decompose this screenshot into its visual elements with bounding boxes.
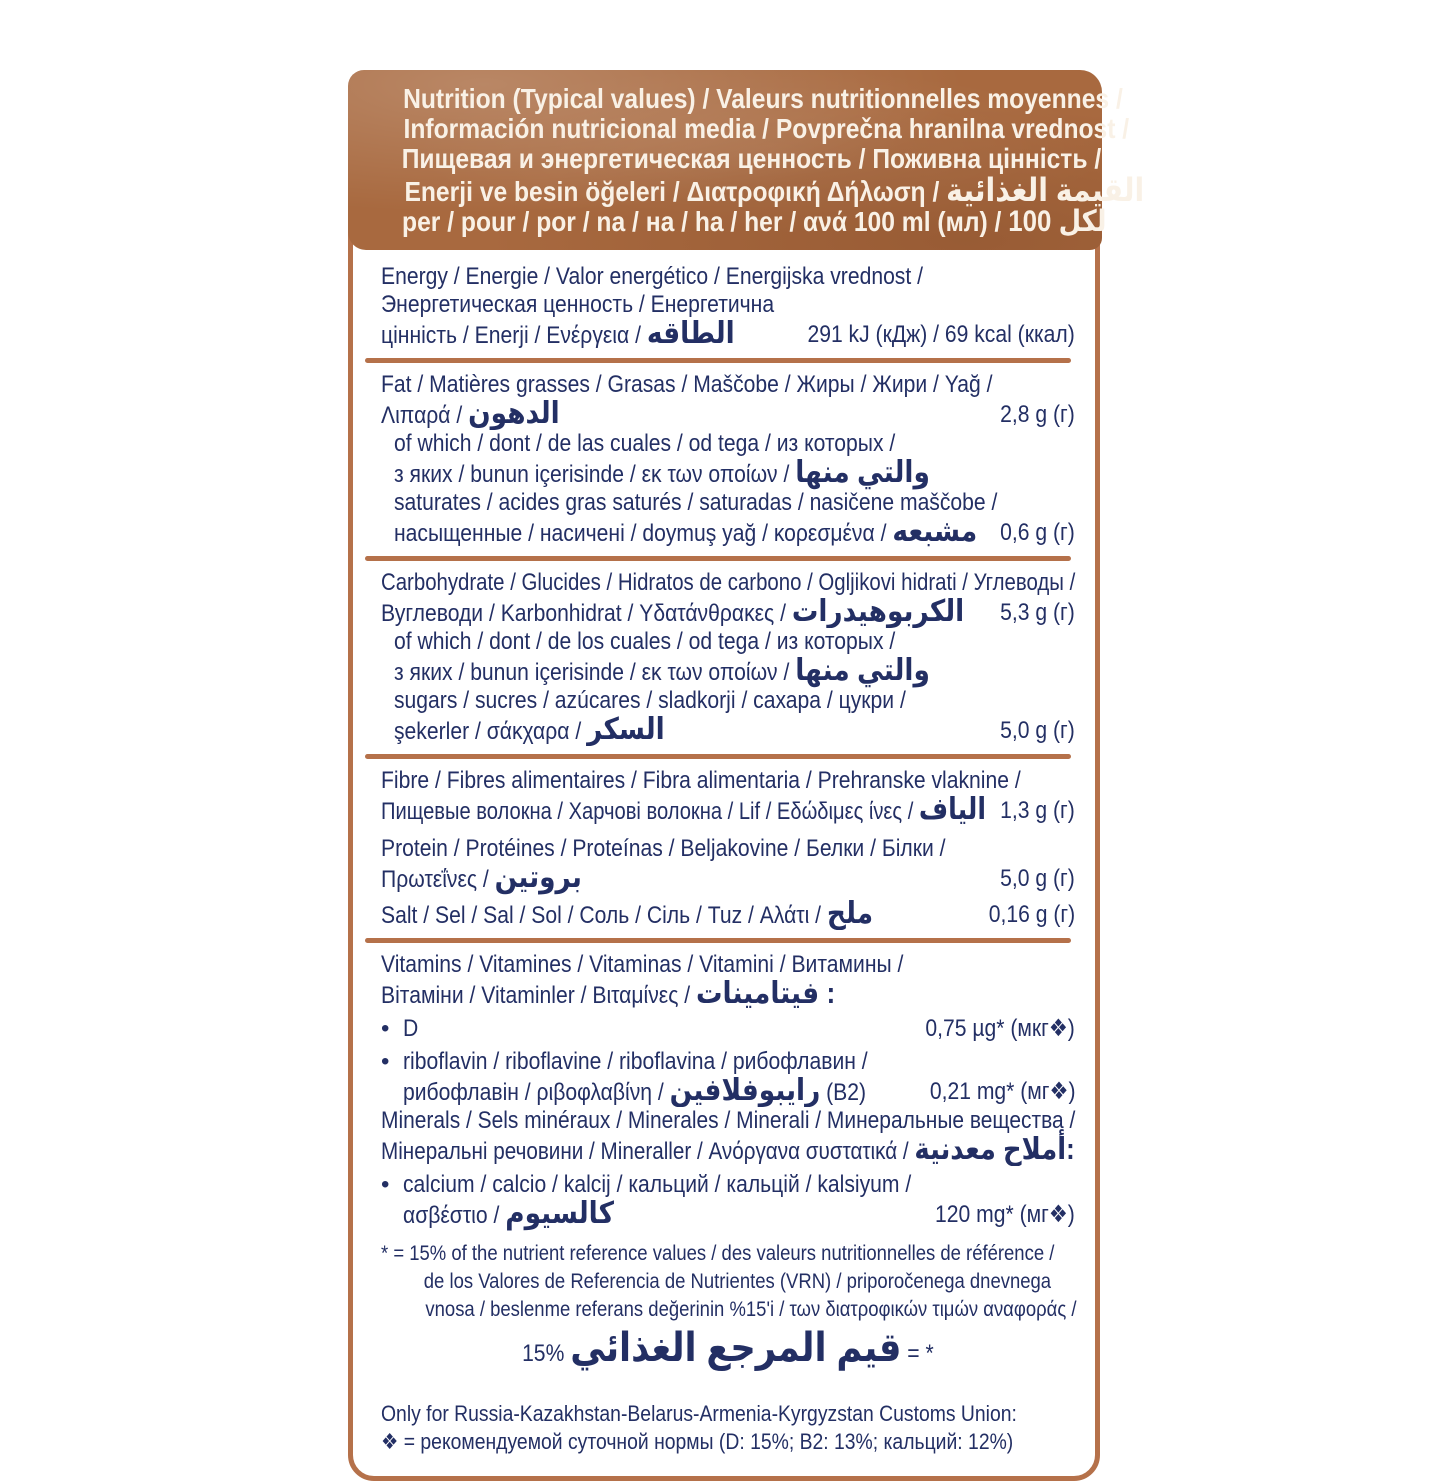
separator xyxy=(365,556,1071,561)
energy-row xyxy=(381,263,1075,350)
banner-line-4-arabic: القيمة الغذائية xyxy=(946,172,1145,208)
footnote-arabic-line xyxy=(381,1328,1075,1376)
bullet-icon: • xyxy=(381,1171,390,1198)
sugars-arabic: السكر xyxy=(587,713,665,746)
sugars-value: 5,0 g (г) xyxy=(1000,716,1075,744)
minerals-header-2-text: Мінеральні речовини / Mineraller / Ανόργανα συστατικά / xyxy=(381,1138,915,1165)
banner-line-4-text: Enerji ve besin öğeleri / Διατροφική Δήλωση / xyxy=(404,176,947,207)
fat-line-2 xyxy=(381,399,560,430)
calcium-item xyxy=(381,1171,1075,1230)
vitamins-arabic: فيتامينات : xyxy=(696,977,836,1010)
sugars-line-2 xyxy=(394,715,665,746)
vitamins-header-2 xyxy=(381,979,835,1010)
carb-line-2 xyxy=(381,597,964,628)
fibre-line-1: Fibre / Fibres alimentaires / Fibra alimentaria / Prehranske vlaknine / xyxy=(381,767,1021,794)
riboflavin-item xyxy=(381,1048,1075,1107)
sugars-text: şekerler / σάκχαρα / xyxy=(394,718,588,745)
vitamin-d-item xyxy=(381,1015,1075,1043)
reference-values-footnote xyxy=(381,1240,1075,1376)
banner-line-3: Пищевая и энергетическая ценность / Поживна цінність / xyxy=(401,143,1102,174)
nutrition-label xyxy=(348,70,1145,1481)
energy-line-1: Energy / Energie / Valor energético / Energijska vrednost / xyxy=(381,263,923,290)
fibre-line-2 xyxy=(381,795,986,826)
vitamins-section xyxy=(381,951,1075,1107)
fibre-arabic: الياف xyxy=(918,793,987,826)
protein-arabic: بروتين xyxy=(494,861,582,894)
footnote-line-2: de los Valores de Referencia de Nutrientes (VRN) / priporočenega dnevnega xyxy=(423,1270,1052,1293)
protein-row xyxy=(381,835,1075,894)
banner-line-1: Nutrition (Typical values) / Valeurs nutritionnelles moyennes / xyxy=(403,83,1123,114)
salt-row xyxy=(381,899,1075,930)
customs-line-1: Only for Russia-Kazakhstan-Belarus-Armenia-Kyrgyzstan Customs Union: xyxy=(381,1401,1017,1426)
energy-line-3-text: цінність / Enerji / Ενέργεια / xyxy=(381,322,647,349)
fat-line-2-text: Λιπαρά / xyxy=(381,402,469,429)
minerals-section xyxy=(381,1107,1075,1230)
riboflavin-b2-label: (B2) xyxy=(820,1079,867,1106)
vitamins-header-2-text: Вітаміни / Vitaminler / Βιταμίνες / xyxy=(381,982,697,1009)
vitamins-header-1: Vitamins / Vitamines / Vitaminas / Vitamini / Витамины / xyxy=(381,951,904,978)
fibre-row xyxy=(381,767,1075,826)
footnote-line-3: vnosa / beslenme referans değerinin %15'i / των διατροφικών τιμών αναφοράς / xyxy=(425,1298,1077,1321)
vitamin-d-label: D xyxy=(403,1015,419,1042)
vitamin-d-value: 0,75 µg* (мкг❖) xyxy=(925,1015,1075,1042)
calcium-line-1: calcium / calcio / kalcij / кальций / кальцій / kalsiyum / xyxy=(403,1171,912,1198)
banner-line-5-text: per / pour / por / na / на / ha / her / ανά 100 ml (мл) / xyxy=(402,206,1009,237)
saturates-arabic: مشبعه xyxy=(892,515,978,548)
salt-line xyxy=(381,899,873,930)
riboflavin-line-2 xyxy=(403,1076,866,1107)
customs-line-2: ❖ = рекомендуемой суточной нормы (D: 15%; B2: 13%; кальций: 12%) xyxy=(381,1429,1014,1454)
saturates-line-1: saturates / acides gras saturés / saturadas / nasičene maščobe / xyxy=(394,489,998,516)
energy-value: 291 kJ (кДж) / 69 kcal (ккал) xyxy=(807,320,1075,348)
fat-ofwhich-text: з яких / bunun içerisinde / εκ των οποίων / xyxy=(394,461,796,488)
carb-value: 5,3 g (г) xyxy=(1000,598,1075,626)
fat-value: 2,8 g (г) xyxy=(1000,400,1075,428)
carb-ofwhich-arabic: والتي منها xyxy=(795,654,930,687)
calcium-arabic: كالسيوم xyxy=(505,1197,614,1230)
calcium-line-2 xyxy=(403,1199,614,1230)
separator xyxy=(365,754,1071,759)
fat-line-1: Fat / Matières grasses / Grasas / Maščobe / Жиры / Жири / Yağ / xyxy=(381,371,993,398)
carb-arabic: الكربوهيدرات xyxy=(791,595,965,628)
fibre-line-2-text: Пищевые волокна / Харчові волокна / Lif / Εδώδιμες ίνες / xyxy=(381,798,919,825)
carb-ofwhich-line-2 xyxy=(394,656,930,687)
banner-line-4 xyxy=(404,174,1144,207)
protein-line-2-text: Πρωτεΐνες / xyxy=(381,866,495,893)
carb-line-1: Carbohydrate / Glucides / Hidratos de carbono / Ogljikovi hidrati / Углеводы / xyxy=(381,569,1076,596)
banner-line-2: Información nutricional media / Povprečna hranilna vrednost / xyxy=(403,113,1130,144)
minerals-header-1: Minerals / Sels minéraux / Minerales / Minerali / Минеральные вещества / xyxy=(381,1107,1076,1134)
banner-line-5-arabic: لكل 100 xyxy=(1008,205,1107,238)
energy-line-2: Энергетическая ценность / Енергетична xyxy=(381,291,775,318)
fat-arabic: الدهون xyxy=(468,397,560,430)
separator xyxy=(365,358,1071,363)
energy-line-3 xyxy=(381,319,735,350)
nutrition-header-banner xyxy=(348,70,1145,250)
salt-arabic: ملح xyxy=(826,897,874,930)
footnote-arabic-wrap xyxy=(522,1328,934,1376)
separator xyxy=(365,938,1071,943)
fat-ofwhich-arabic: والتي منها xyxy=(795,456,930,489)
bullet-icon: • xyxy=(381,1015,390,1042)
calcium-line-2-text: ασβέστιο / xyxy=(403,1202,506,1229)
salt-text: Salt / Sel / Sal / Sol / Соль / Сіль / Tuz / Αλάτι / xyxy=(381,902,827,929)
fibre-value: 1,3 g (г) xyxy=(1000,796,1075,824)
saturates-line-2 xyxy=(394,517,977,548)
bullet-icon: • xyxy=(381,1048,390,1075)
minerals-header-2 xyxy=(381,1135,1075,1166)
footnote-arabic: قيم المرجع الغذائي xyxy=(570,1326,902,1370)
fat-row xyxy=(381,371,1075,548)
customs-union-note xyxy=(381,1400,1075,1456)
riboflavin-arabic: رايبوفلافين xyxy=(669,1074,821,1107)
calcium-value: 120 mg* (мг❖) xyxy=(935,1200,1075,1228)
riboflavin-value: 0,21 mg* (мг❖) xyxy=(929,1077,1075,1105)
protein-line-1: Protein / Protéines / Proteínas / Beljakovine / Белки / Білки / xyxy=(381,835,946,862)
minerals-arabic: أملاح معدنية: xyxy=(914,1133,1075,1166)
fat-ofwhich-line-1: of which / dont / de las cuales / od tega / из которых / xyxy=(394,430,896,457)
carb-line-2-text: Вуглеводи / Karbonhidrat / Υδατάνθρακες / xyxy=(381,600,792,627)
saturates-value: 0,6 g (г) xyxy=(1000,518,1075,546)
footnote-arabic-suffix: %15 = * xyxy=(522,1340,934,1367)
nutrition-table-frame xyxy=(348,202,1100,1481)
salt-value: 0,16 g (г) xyxy=(988,900,1075,928)
riboflavin-line-1: riboflavin / riboflavine / riboflavina / рибофлавин / xyxy=(403,1048,868,1075)
banner-line-5 xyxy=(402,207,1106,237)
footnote-line-1: * = 15% of the nutrient reference values / des valeurs nutritionnelles de référence / xyxy=(381,1242,1055,1265)
saturates-text: насыщенные / насичені / doymuş yağ / κορεσμένα / xyxy=(394,520,893,547)
sugars-line-1: sugars / sucres / azúcares / sladkorji / сахара / цукри / xyxy=(394,687,906,714)
carbohydrate-row xyxy=(381,569,1075,746)
carb-ofwhich-line-1: of which / dont / de los cuales / od tega / из которых / xyxy=(394,628,896,655)
protein-line-2 xyxy=(381,863,582,894)
protein-value: 5,0 g (г) xyxy=(1000,864,1075,892)
carb-ofwhich-text: з яких / bunun içerisinde / εκ των οποίων / xyxy=(394,659,796,686)
energy-arabic: الطاقه xyxy=(646,317,735,350)
riboflavin-line-2-text: рибофлавін / ριβοφλαβίνη / xyxy=(403,1079,670,1106)
fat-ofwhich-line-2 xyxy=(394,458,930,489)
